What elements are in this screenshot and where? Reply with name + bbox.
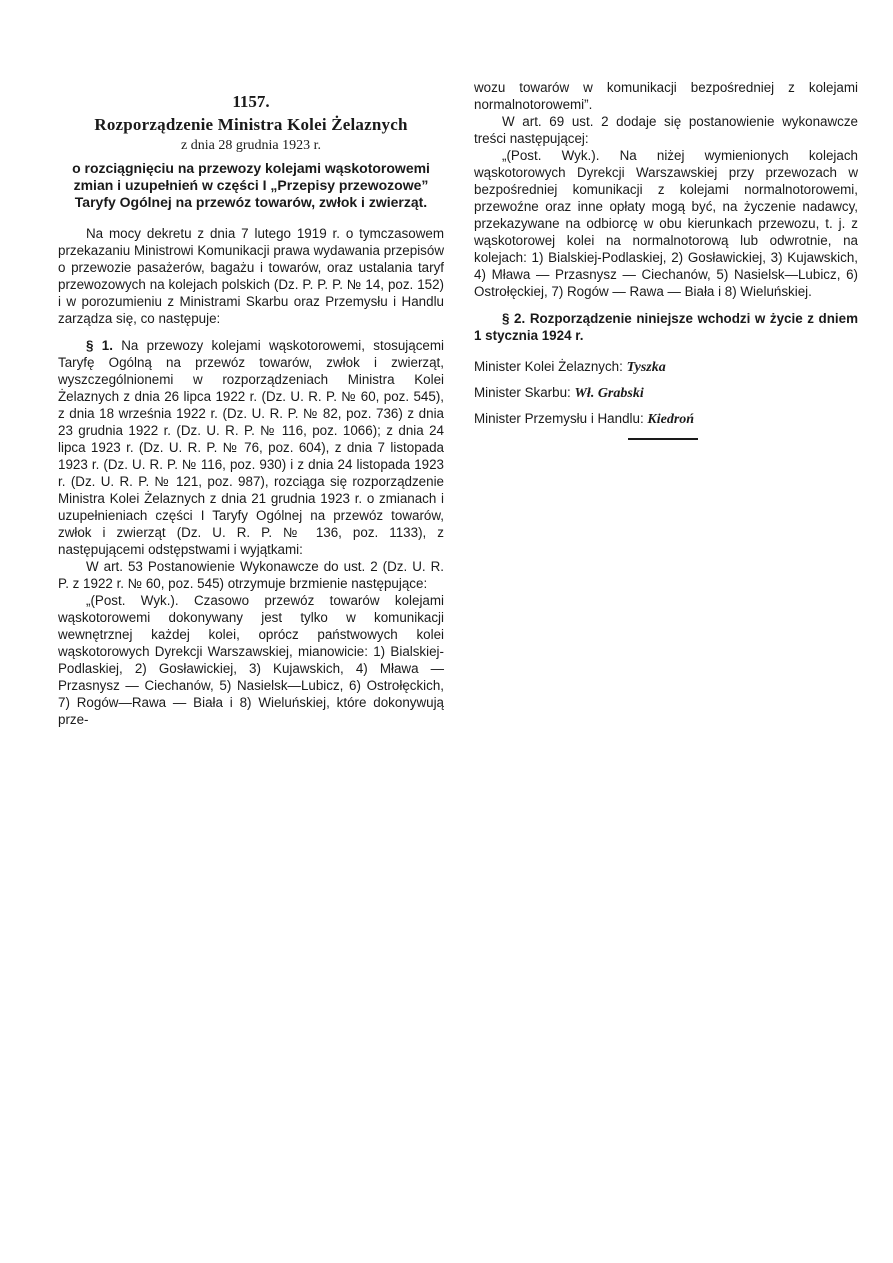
right-column [474, 79, 858, 440]
signature-rail [474, 358, 858, 376]
preamble: Na mocy dekretu z dnia 7 lutego 1919 r. o tymczasowem przekazaniu Ministrowi Komunikacji prawa wydawania przepisów o przewozie pasażerów, bagażu i towarów, oraz ustalania taryf przewozowych na kolejach polskich (Dz. P. P. P. № 14, poz. 152) i w porozumieniu z Ministrami Skarbu oraz Przemysłu i Handlu zarządza się, co następuje: [58, 226, 444, 326]
signature-name: Wł. Grabski [574, 386, 644, 401]
continuation-text: wozu towarów w komunikacji bezpośredniej z kolejami normalnotorowemi”. [474, 80, 858, 112]
article-53: W art. 53 Postanowienie Wykonawcze do ust. 2 (Dz. U. R. P. z 1922 r. № 60, poz. 545) otrzymuje brzmienie następujące: [58, 559, 444, 591]
article-69: W art. 69 ust. 2 dodaje się postanowienie wykonawcze treści następującej: [474, 114, 858, 146]
section-2-text: Rozporządzenie niniejsze wchodzi w życie z dniem 1 stycznia 1924 r. [474, 311, 858, 343]
signature-role: Minister Kolei Żelaznych: [474, 359, 623, 374]
signature-treasury [474, 384, 858, 402]
left-column [58, 93, 444, 728]
signature-role: Minister Skarbu: [474, 385, 571, 400]
article-69-quote: „(Post. Wyk.). Na niżej wymienionych kolejach wąskotorowych Dyrekcji Warszawskiej przy przewozach w bezpośredniej komunikacji z kolejami normalnotorowemi, przewoźne oraz inne opłaty mogą być, na życzenie nadawcy, przekazywane na odbiorcę w obu kierunkach przewozu, t. j. z wąskotorowej kolei na normalnotorową lub odwrotnie, na kolejach: 1) Bialskiej-Podlaskiej, 2) Gosławickiej, 3) Kujawskich, 4) Mława — Przasnysz — Ciechanów, 5) Nasielsk—Lubicz, 6) Ostrołęckiej, 7) Rogów — Rawa — Biała i 8) Wieluńskiej. [474, 148, 858, 299]
act-date: z dnia 28 grudnia 1923 r. [181, 138, 321, 153]
act-number: 1157. [232, 92, 270, 111]
act-subject: o rozciągnięciu na przewozy kolejami wąskotorowemi zmian i uzupełnień w części I „Przepisy przewozowe” Taryfy Ogólnej na przewóz towarów, zwłok i zwierząt. [72, 160, 430, 210]
signature-name: Kiedroń [647, 412, 695, 427]
section-2 [474, 310, 858, 344]
signature-industry [474, 410, 858, 428]
section-1 [58, 337, 444, 558]
act-title: Rozporządzenie Ministra Kolei Żelaznych [94, 115, 408, 134]
section-1-text: Na przewozy kolejami wąskotorowemi, stosującemi Taryfę Ogólną na przewóz towarów, zwłok i zwierząt, wyszczególnionemi w rozporządzeniach Ministra Kolei Żelaznych z dnia 26 lipca 1922 r. (Dz. U. R. P. № 60, poz. 545), z dnia 18 września 1922 r. (Dz. U. R. P. № 82, poz. 736) z dnia 23 grudnia 1922 r. (Dz. U. R. P. № 116, poz. 1066); z dnia 24 lipca 1923 r. (Dz. U. R. P. № 76, poz. 604), z dnia 7 listopada 1923 r. (Dz. U. R. P. № 116, poz. 930) i z dnia 24 listopada 1923 r. (Dz. U. R. P. № 121, poz. 987), rozciąga się rozporządzenie Ministra Kolei Żelaznych z dnia 21 grudnia 1923 r. o zmianach i uzupełnieniach części I Taryfy Ogólnej na przewóz towarów, zwłok i zwierząt (Dz. U. R. P. № 136, poz. 1133), z następującemi odstępstwami i wyjątkami: [58, 338, 444, 557]
section-2-label: § 2. [502, 311, 526, 326]
section-1-label: § 1. [86, 338, 113, 353]
article-53-quote: „(Post. Wyk.). Czasowo przewóz towarów kolejami wąskotorowemi dokonywany jest tylko w komunikacji wewnętrznej każdej kolei, oprócz państwowych kolei wąskotorowych Dyrekcji Warszawskiej, mianowicie: 1) Bialskiej-Podlaskiej, 2) Gosławickiej, 3) Kujawskich, 4) Mława — Przasnysz — Ciechanów, 5) Nasielsk—Lubicz, 6) Ostrołęckich, 7) Rogów—Rawa — Biała i 8) Wieluńskiej, które dokonywują prze- [58, 593, 444, 727]
signature-role: Minister Przemysłu i Handlu: [474, 411, 644, 426]
end-divider [628, 438, 698, 440]
signatures [474, 358, 858, 428]
signature-name: Tyszka [626, 360, 666, 375]
